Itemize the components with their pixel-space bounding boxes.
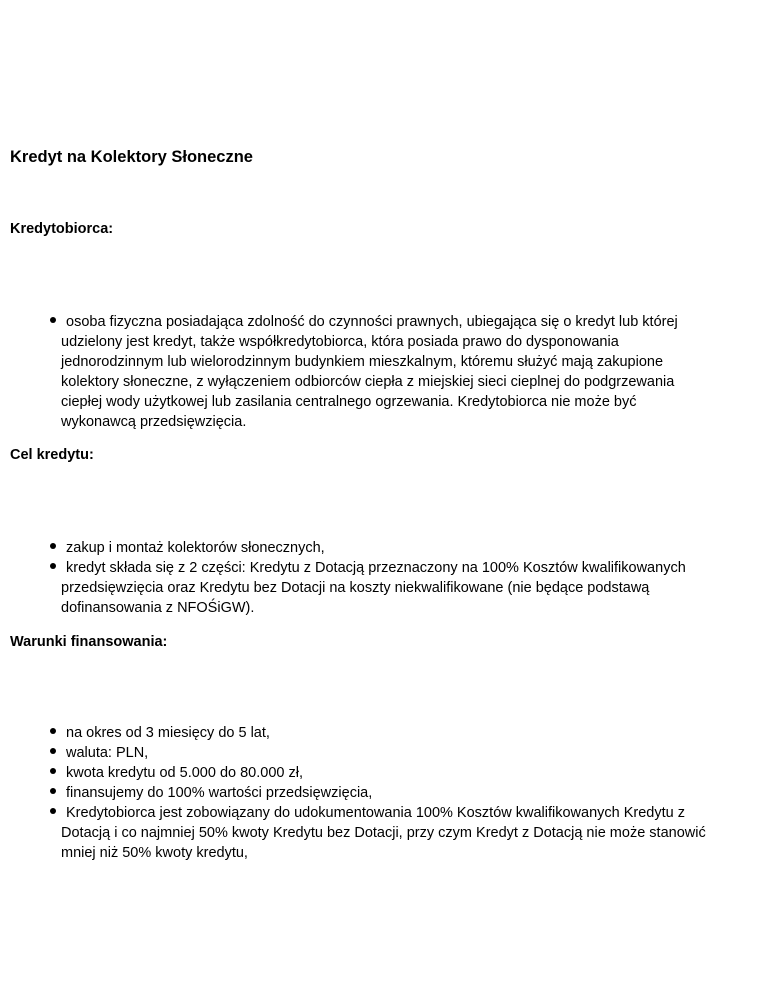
section-heading-kredytobiorca: Kredytobiorca: (10, 221, 114, 237)
list-item (50, 538, 750, 558)
list-item (50, 723, 756, 743)
bullet-icon (50, 728, 56, 734)
list-item-text: kwota kredytu od 5.000 do 80.000 zł, (66, 765, 303, 781)
list-item (50, 743, 756, 763)
section-heading-cel-kredytu: Cel kredytu: (10, 447, 94, 463)
list-item (50, 783, 756, 803)
list-item-text: finansujemy do 100% wartości przedsięwzięcia, (66, 785, 373, 801)
bullet-icon (50, 543, 56, 549)
page-title: Kredyt na Kolektory Słoneczne (10, 148, 253, 166)
list-item-text: jednorodzinnym lub wielorodzinnym budynkiem mieszkalnym, któremu służyć mają zakupione (61, 354, 664, 370)
list-item-text: dofinansowania z NFOŚiGW). (61, 600, 255, 616)
bullet-icon (50, 748, 56, 754)
list-item (50, 312, 750, 432)
list-item-text: Kredytobiorca jest zobowiązany do udokumentowania 100% Kosztów kwalifikowanych Kredytu z (66, 805, 685, 821)
list-item-text: Dotacją i co najmniej 50% kwoty Kredytu bez Dotacji, przy czym Kredyt z Dotacją nie może stanowić (61, 825, 706, 841)
list-item-text: wykonawcą przedsięwzięcia. (61, 414, 247, 430)
bullet-icon (50, 563, 56, 569)
list-item-text: kredyt składa się z 2 części: Kredytu z Dotacją przeznaczony na 100% Kosztów kwalifikowanych (66, 560, 686, 576)
list-item-text: osoba fizyczna posiadająca zdolność do czynności prawnych, ubiegająca się o kredyt lub której (66, 314, 678, 330)
warunki-finansowania-list (50, 723, 756, 863)
list-item-text: waluta: PLN, (66, 745, 149, 761)
bullet-icon (50, 317, 56, 323)
bullet-icon (50, 768, 56, 774)
list-item-text: przedsięwzięcia oraz Kredytu bez Dotacji na koszty niekwalifikowane (nie będące podstawą (61, 580, 650, 596)
list-item-text: mniej niż 50% kwoty kredytu, (61, 845, 248, 861)
kredytobiorca-list (50, 312, 750, 432)
list-item (50, 803, 756, 863)
list-item-text: na okres od 3 miesięcy do 5 lat, (66, 725, 270, 741)
section-heading-warunki-finansowania: Warunki finansowania: (10, 634, 168, 650)
list-item-text: ciepłej wody użytkowej lub zasilania centralnego ogrzewania. Kredytobiorca nie może być (61, 394, 637, 410)
list-item (50, 763, 756, 783)
list-item-text: zakup i montaż kolektorów słonecznych, (66, 540, 325, 556)
list-item-text: kolektory słoneczne, z wyłączeniem odbiorców ciepła z miejskiej sieci cieplnej do podgrzewania (61, 374, 675, 390)
list-item-text: udzielony jest kredyt, także współkredytobiorca, która posiada prawo do dysponowania (61, 334, 619, 350)
cel-kredytu-list (50, 538, 750, 618)
bullet-icon (50, 788, 56, 794)
bullet-icon (50, 808, 56, 814)
list-item (50, 558, 750, 618)
